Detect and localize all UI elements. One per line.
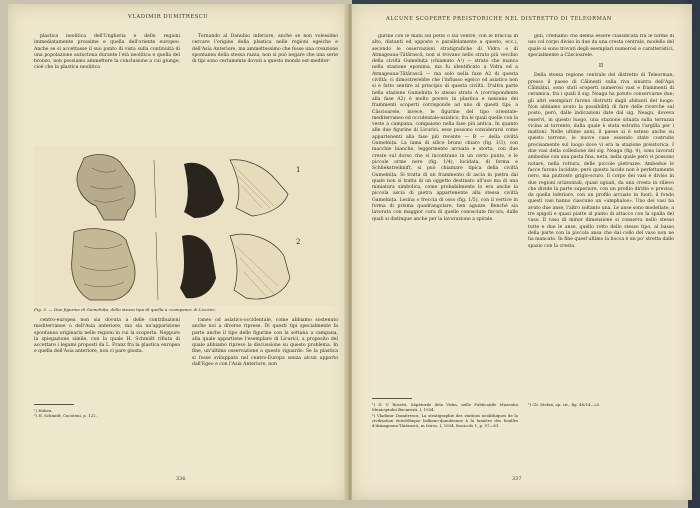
right-col1: [372, 34, 518, 386]
right-running-head: ALCUNE SCOPERTE PREISTORICHE NEL DISTRETTO DI TELEORMAN: [386, 16, 612, 22]
left-page: [8, 4, 348, 500]
right-page-number: 337: [512, 476, 522, 482]
left-footnote-1: ¹) Hoheu.: [34, 408, 53, 413]
right-col2-text: Della stessa regione centrale del distretto di Teleorman, presso il paese di Călinești sulla riva sinistra dell'Apa Călmățui, sono stati scoperti numerosi vasi e frammenti di ceramica, fra i quali il sig. Neagu ha potuto conservarne due; gli altri esemplari furono distrutti dagli abitanti del luogo. Non abbiamo avuto la possibilità di fare delle ricerche sul posto, però, dalle indicazioni date dal sig. Neagu, doveva esservi, in questo luogo, una stazione situata sulla terrazza vicina al torrente, dalla quale è stata estratta l'argilla per i mattoni. Nelle ultime anni, il paese si è esteso anche su questo terreno, le nuove case essendo state costruite precisamente sul luogo dove vi era la stazione preistorica. I due vasi della collezione del sig. Neagu (fig. 4), sono lavorati ambedue con una pasta fina, nera, nella quale però vi possono notare, nella rottura, delle piccole pietruzze. Ambedue le facce furono lucidate, però questo lucido non è perfettamente nero, ma piuttosto grigio-scuro. Il corpo dei vasi è diviso in due regioni orizzontali, quasi uguali, da una cresta in rilievo che divide la parte superiore, con un profilo diritto e previso, da quella inferiore, con un profilo arcuato in fuori; il fondo questi vasi hanno ciascuno un «umphalos». Uno dei vasi ha avuto due anse, l'altro soltanto una. Le anse sono modellate, a tre spigoli e quasi piatte al punto di attacco con la spalla del vaso. Il vaso di minor dimensione si conserva nello stesso tutte e due le anse, quello rotto dello stesso tipo, al basso della parte con la piccola ansa che dal collo del vaso non ne ha mancato. In fine quest'ultimo la bocca è un po' stretta dallo spazio con la cresta.: [528, 73, 674, 249]
right-footnotes-left: [372, 402, 518, 428]
figure-caption: Fig. 3. — Due figurine di Gumelnița, dello stesso tipo di quella a «campana» di Licurici.: [34, 307, 216, 312]
figure-label-2: 2: [296, 238, 301, 246]
left-page-number: 336: [176, 476, 186, 482]
left-col2-top: [192, 34, 338, 66]
left-col2-top-text: Tornando al Danubio inferiore, anche se non volessimo cercare l'origine della plastica nelle regioni egeiche e dell'Asia Anteriore, ma ammettessimo che fosse una creazione spontanea della stessa razza, non si può negare che una serie di tipi sono certamente dovuti a questo mondo est-mediter-: [192, 34, 338, 65]
left-footnote-2: ²) H. Schmidt, Cucuteni, p. 122.: [34, 413, 97, 419]
left-col2-bottom-text: raneo od asiatico-occidentale, come abbiamo sostenuto anche noi a diverse riprese. Di questi tipi specialmente fa parte anche il tipo delle figurine con la sottana a campana, alla quale appartiene l'esemplare di Licurici, a proposito del quale abbiamo ripreso la discussione su questo problema. In fine, un'ultima osservazione a questo riguardo. Se la plastica si fosse sviluppata nel centro-Europa senza alcun apporto dall'Egeo e con l'Asia Anteriore, non: [192, 318, 338, 368]
right-footnote-rule: [372, 398, 412, 399]
figurine-2-front: [72, 229, 135, 300]
right-footnotes-right: [528, 402, 674, 407]
right-footnote-1: ¹) D. V. Rosetti, Săpăturile dela Vidra, nelle Publicațiile Muzeului Municipiului București, I, 1934.: [372, 402, 518, 413]
figure-figurines: [34, 146, 338, 306]
left-col1-bottom: [34, 318, 180, 357]
left-col1-top-text: plastica neolitica dell'Ungheria e delle regioni immediatamente prossime e quella dell'oriente europeo. Anche se si accettasse il suo punto di vista sulla continuità di una popolazione autoctona durante l'età neolitica e quella del bronzo, non possiamo ammettere la conclusione a cui giunge, cioè che la plastica neolitica: [34, 34, 180, 71]
left-col1-bottom-text: centro-europea non sia dovuta a delle contribuzioni mediterranee o dell'Asia anteriore, ma sia un'apparizione spontanea originaria nelle regioni in cui la scoperta. Neppure la spiegazione simile, con la quale H. Schmidt rifiuta di accettare i legami proposti da L. Franz fra la plastica europea e quella dell'Asia anteriore, non ci pare giusta.: [34, 318, 180, 355]
right-page: [352, 4, 692, 500]
section-numeral: II: [598, 63, 604, 70]
left-col1-top: [34, 34, 180, 73]
left-running-head: VLADIMIR DUMITRESCU: [128, 14, 209, 20]
right-footnote-2: ²) Vladimir Dumitrescu, La stratigraphie des stations neolithiques de la civilisation énéolithique balkano-danubienne à la lumière des fouilles d'Atmageaua-Tătărască, in Istros, I, 1934, fascicolo 1, p. 57—61.: [372, 412, 518, 429]
left-footnotes: [34, 408, 180, 419]
right-footnote-3: ³) Ch. Ștefan, op. cit., fig. 46/14—23.: [528, 402, 601, 407]
left-footnote-rule: [34, 404, 74, 405]
right-col2-top-text: gidi, crediamo che debba essere classificata fra le forme di uso col corpo diviso in due da una cresta centrale, modello del quale si sono trovati degli esemplari numerosi e caratteristici, specialmente a Căscioarele.: [528, 34, 674, 58]
right-col2: [528, 34, 674, 396]
figure-label-1: 1: [296, 166, 301, 174]
right-col1-text: gurine con le mani sul petto o sul ventre, con le braccia in alto, distanti ed opposte o parallelamente a questo, ecc.), secondo le osservazioni stratigrafiche di Vidra e di Atmageaua-Tătărască, non si trovano nello strato più vecchio della civiltà Gumelnița (chiamato A¹) — strato che manca nella stazione eponima, ma fu identificato a Vidra ed a Atmageaua-Tătărască — ma solo nella fase A2 di questa civiltà; ci dimostrerebbe che l'influsso egeico od asiatico non si è fatto sentire al principio di questa civiltà. D'altra parte nella stazione Gumelnița lo stesso strato A (corrispondente alla fase A2) è molto povero in plastica e nessuno dei frammenti scoperti corrisponde ad uno di questi tipi; a Căscioarele, invece, le figurine del tipo orientale-mediterraneo ed occidentale-asiatico, fra le quali quelle con la veste a campana, compaiono nella fase più antica. In quanto alle due figurine di Licurici, esse possono considerarsi come appartenenti alla fase più recente — B — della civiltà Gumelnița. La lama di silice bruno chiaro (fig. 1/3), con macchie bianche, leggermente arcuata e storta, con due creste sul dorso che si incontrano in un certo punto, e le piccole orme nere (fig. 1/4), lucidata, di forma e Schliekstreiknift, si può chiamare tipica della civiltà Gumelnița. Si tratta di un frammento di ascia in pietra dal quale non si tratta di un oggetto destinato all'uso ma di una miniatura simbolica, come probabilmente lo era anche la piccola ascia di pietra appartenente alla stessa civiltà Gumelnița. Lesina o freccia di osso (fig. 1/5), con il vertice in forma di prisma quadrangolare, ben aguzze. Benché sia lavorata con maggior cura di quelle conosciute fin'ora, dalle quali si distingue anche per la lavorazione a spirale.: [372, 34, 518, 222]
left-col2-bottom: [192, 318, 338, 369]
